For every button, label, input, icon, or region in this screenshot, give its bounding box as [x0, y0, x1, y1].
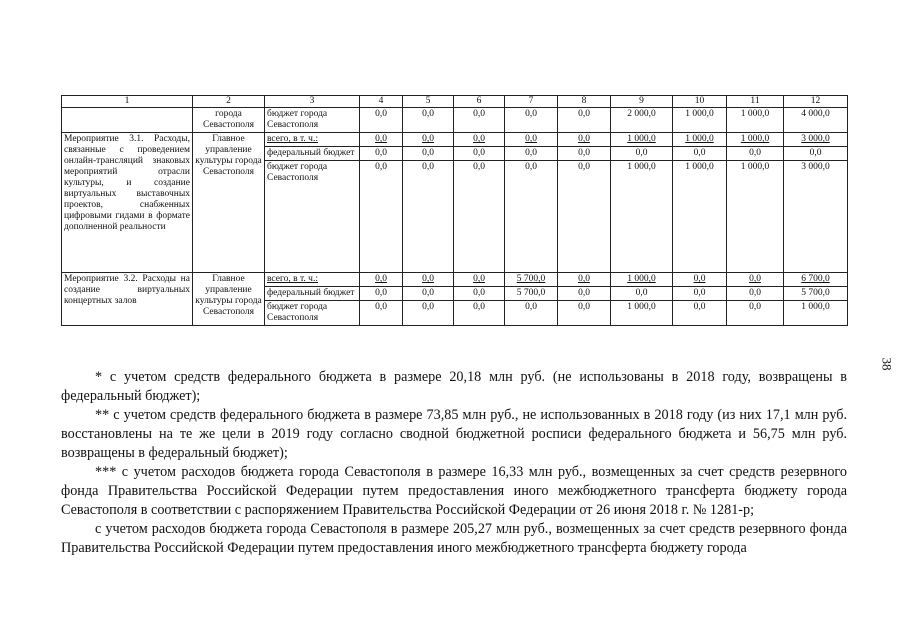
value-cell: 0,0: [454, 273, 505, 287]
value-cell: 0,0: [454, 147, 505, 161]
table-row: [62, 133, 848, 147]
value-cell: 1 000,0: [611, 301, 673, 326]
header-cell: 4: [360, 96, 403, 108]
value-cell: 0,0: [403, 147, 454, 161]
value-cell: 0,0: [505, 301, 558, 326]
value-cell: 5 700,0: [505, 287, 558, 301]
value-cell: 0,0: [611, 287, 673, 301]
source-cell: всего, в т. ч.:: [265, 273, 360, 287]
source-cell: бюджет города Севастополя: [265, 108, 360, 133]
value-cell: 1 000,0: [727, 108, 784, 133]
value-cell: 0,0: [505, 108, 558, 133]
value-cell: 0,0: [727, 287, 784, 301]
value-cell: 0,0: [611, 147, 673, 161]
source-cell: федеральный бюджет: [265, 147, 360, 161]
value-cell: 0,0: [673, 147, 727, 161]
value-cell: 1 000,0: [611, 161, 673, 273]
value-cell: 5 700,0: [784, 287, 848, 301]
header-cell: 9: [611, 96, 673, 108]
value-cell: 0,0: [360, 108, 403, 133]
value-cell: 0,0: [403, 273, 454, 287]
value-cell: 0,0: [403, 133, 454, 147]
value-cell: 1 000,0: [673, 133, 727, 147]
value-cell: 3 000,0: [784, 161, 848, 273]
measure-title: Мероприятие 3.1. Расходы, связанные с проведением онлайн-трансляций знаковых мероприятий отрасли культуры, и создание виртуальных выставочных проектов, снабженных цифровыми гидами в формате дополненной реальности: [62, 133, 193, 273]
footnote: * с учетом средств федерального бюджета в размере 20,18 млн руб. (не использованы в 2018 году, возвращены в федеральный бюджет);: [61, 369, 847, 404]
header-cell: 6: [454, 96, 505, 108]
value-cell: 1 000,0: [611, 273, 673, 287]
executor-cell: Главное управление культуры города Севастополя: [193, 273, 265, 326]
footnotes: [61, 368, 847, 558]
header-cell: 10: [673, 96, 727, 108]
value-cell: 0,0: [454, 108, 505, 133]
footnote: *** с учетом расходов бюджета города Севастополя в размере 16,33 млн руб., возмещенных за счет средств резервного фонда Правительства Российской Федерации путем предоставления иного межбюджетного трансферта бюджету города Севастополя в соответствии с распоряжением Правительства Российской Федерации от 26 июня 2018 г. № 1281-р;: [61, 464, 847, 518]
value-cell: 0,0: [558, 108, 611, 133]
value-cell: 0,0: [403, 301, 454, 326]
value-cell: 0,0: [558, 301, 611, 326]
executor-cell: Главное управление культуры города Севастополя: [193, 133, 265, 273]
value-cell: 2 000,0: [611, 108, 673, 133]
value-cell: 0,0: [673, 287, 727, 301]
value-cell: 1 000,0: [611, 133, 673, 147]
value-cell: 0,0: [673, 273, 727, 287]
measure-title: Мероприятие 3.2. Расходы на создание виртуальных концертных залов: [62, 273, 193, 326]
header-cell: 7: [505, 96, 558, 108]
value-cell: 0,0: [360, 133, 403, 147]
title-cell: [62, 108, 193, 133]
value-cell: 1 000,0: [673, 161, 727, 273]
budget-table: [61, 95, 848, 326]
value-cell: 1 000,0: [784, 301, 848, 326]
value-cell: 0,0: [360, 287, 403, 301]
header-cell: 11: [727, 96, 784, 108]
value-cell: 0,0: [403, 161, 454, 273]
header-cell: 3: [265, 96, 360, 108]
value-cell: 0,0: [558, 147, 611, 161]
table-row: [62, 108, 848, 133]
footnote: ** с учетом средств федерального бюджета в размере 73,85 млн руб., не использованных в 2018 году (из них 17,1 млн руб. восстановлены на те же цели в 2019 году согласно сводной бюджетной росписи федерального бюджета и 56,75 млн руб. возвращены в федеральный бюджет);: [61, 407, 847, 461]
value-cell: 0,0: [403, 108, 454, 133]
header-cell: 5: [403, 96, 454, 108]
value-cell: 0,0: [454, 133, 505, 147]
value-cell: 0,0: [558, 133, 611, 147]
source-cell: всего, в т. ч.:: [265, 133, 360, 147]
value-cell: 0,0: [727, 301, 784, 326]
value-cell: 0,0: [403, 287, 454, 301]
footnote: с учетом расходов бюджета города Севастополя в размере 205,27 млн руб., возмещенных за счет средств резервного фонда Правительства Российской Федерации путем предоставления иного межбюджетного трансферта бюджету города: [61, 521, 847, 556]
value-cell: 0,0: [673, 301, 727, 326]
value-cell: 3 000,0: [784, 133, 848, 147]
value-cell: 0,0: [505, 161, 558, 273]
header-cell: 8: [558, 96, 611, 108]
header-cell: 2: [193, 96, 265, 108]
value-cell: 0,0: [360, 301, 403, 326]
value-cell: 0,0: [454, 301, 505, 326]
header-cell: 1: [62, 96, 193, 108]
value-cell: 0,0: [558, 273, 611, 287]
header-row: [62, 96, 848, 108]
source-cell: федеральный бюджет: [265, 287, 360, 301]
header-cell: 12: [784, 96, 848, 108]
value-cell: 0,0: [360, 147, 403, 161]
value-cell: 0,0: [558, 287, 611, 301]
value-cell: 0,0: [454, 287, 505, 301]
value-cell: 0,0: [558, 161, 611, 273]
value-cell: 0,0: [727, 273, 784, 287]
value-cell: 0,0: [454, 161, 505, 273]
table-row: [62, 273, 848, 287]
value-cell: 6 700,0: [784, 273, 848, 287]
value-cell: 0,0: [360, 161, 403, 273]
value-cell: 1 000,0: [727, 133, 784, 147]
value-cell: 0,0: [784, 147, 848, 161]
value-cell: 0,0: [505, 147, 558, 161]
value-cell: 1 000,0: [727, 161, 784, 273]
source-cell: бюджет города Севастополя: [265, 301, 360, 326]
value-cell: 4 000,0: [784, 108, 848, 133]
page-number: 38: [879, 357, 895, 371]
value-cell: 0,0: [727, 147, 784, 161]
source-cell: бюджет города Севастополя: [265, 161, 360, 273]
value-cell: 0,0: [505, 133, 558, 147]
value-cell: 1 000,0: [673, 108, 727, 133]
value-cell: 0,0: [360, 273, 403, 287]
executor-cell: города Севастополя: [193, 108, 265, 133]
value-cell: 5 700,0: [505, 273, 558, 287]
